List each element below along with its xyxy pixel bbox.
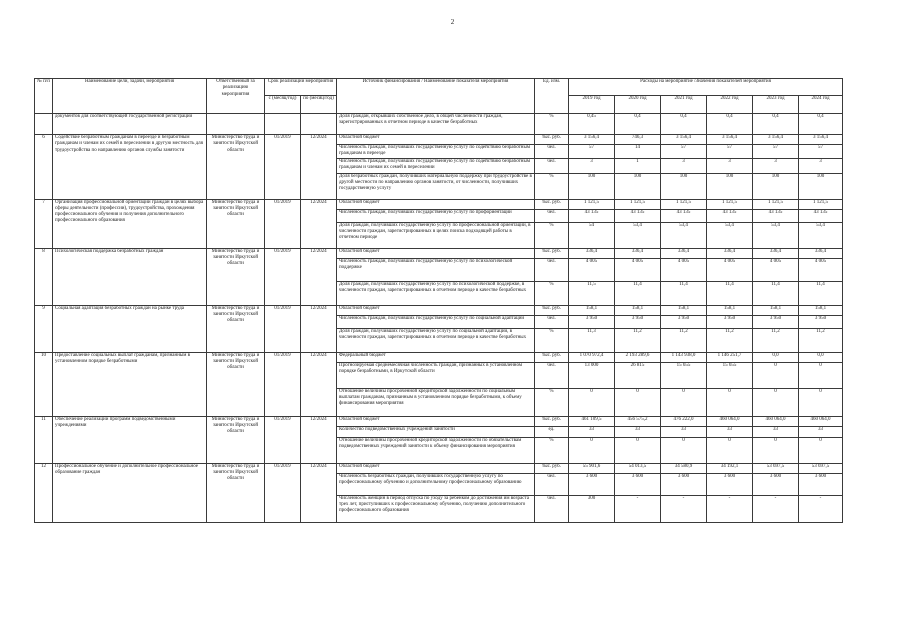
indicator-unit: тыс. руб. (535, 199, 569, 209)
year-value: 336,4 (569, 248, 615, 258)
indicator-text: Доля безработных граждан, получивших материальную поддержку при трудоустройстве в другой местности по направлению органов занятости, от численности, получивших государственную услугу (337, 173, 535, 199)
year-value: 15 655 (661, 362, 707, 388)
year-value: 158,1 (707, 305, 753, 315)
indicator-text: Областной бюджет (337, 199, 535, 209)
year-value: 3 950 (799, 315, 843, 328)
activity-responsible: Министерство труда и занятости Иркутской области (207, 135, 265, 200)
activity-term-to: 12/2024 (301, 352, 337, 416)
year-value: 1 121,5 (707, 199, 753, 209)
year-value: 100 (799, 173, 843, 199)
year-value: 3 950 (615, 315, 661, 328)
activity-term-to: 12/2024 (301, 199, 337, 248)
activity-responsible: Министерство труда и занятости Иркутской области (207, 305, 265, 352)
year-value: 0 (753, 437, 799, 463)
indicator-text: Количество подведомственных учреждений занятости (337, 426, 535, 437)
year-value: 4 005 (569, 258, 615, 281)
year-value: 3 950 (569, 315, 615, 328)
year-value: 3 (799, 158, 843, 173)
year-value: 43 135 (569, 209, 615, 222)
activity-term-from (265, 114, 301, 135)
year-value: 0 (569, 388, 615, 416)
activity-responsible (207, 114, 265, 135)
indicator-text: Доля граждан, получивших государственную услугу по социальной адаптации, в численности граждан, зарегистрированных в отчетном периоде в качестве безработных (337, 328, 535, 352)
year-value: 336,4 (753, 248, 799, 258)
header-source: Источник финансирования / Наименование показателя мероприятия (337, 79, 535, 114)
activity-responsible: Министерство труда и занятости Иркутской области (207, 248, 265, 305)
year-value: 4 005 (615, 258, 661, 281)
year-value: 1 121,5 (753, 199, 799, 209)
indicator-text: Численность граждан, получивших государственную услугу по содействию безработным гражданам в переезде (337, 145, 535, 159)
year-value: 158,1 (753, 305, 799, 315)
year-value: 34 580,9 (661, 463, 707, 473)
year-value: 11,4 (661, 281, 707, 305)
year-value: 158,1 (799, 305, 843, 315)
header-unit: Ед. изм. (535, 79, 569, 114)
header-term: Срок реализации мероприятия (265, 79, 337, 96)
activity-responsible: Министерство труда и занятости Иркутской области (207, 352, 265, 416)
year-value: 100 (753, 173, 799, 199)
year-value: 1 121,5 (569, 199, 615, 209)
indicator-text: Численность граждан, получивших государственную услугу по психологической поддержке (337, 258, 535, 281)
year-value: 53,4 (799, 222, 843, 248)
activity-name: Предоставление социальных выплат гражданам, признанным в установленном порядке безработными (53, 352, 207, 416)
year-value: 461 109,5 (569, 416, 615, 426)
indicator-unit: чел. (535, 473, 569, 495)
indicator-text: Областной бюджет (337, 248, 535, 258)
activity-term-to: 12/2024 (301, 416, 337, 463)
year-value: 460 064,0 (707, 416, 753, 426)
year-value: 3 156,4 (707, 135, 753, 145)
header-term-from: с (месяц/год) (265, 96, 301, 114)
year-value: 1 121,5 (615, 199, 661, 209)
year-value: 53 697,5 (799, 463, 843, 473)
indicator-text: Федеральный бюджет (337, 352, 535, 362)
indicator-unit: тыс. руб. (535, 305, 569, 315)
year-value: 1 121,5 (799, 199, 843, 209)
year-value: 0 (799, 437, 843, 463)
year-value: 3 950 (661, 315, 707, 328)
year-value: 43 135 (753, 209, 799, 222)
year-value: 11,2 (707, 328, 753, 352)
indicator-unit: % (535, 114, 569, 135)
year-value: 100 (569, 173, 615, 199)
year-value: 11,4 (799, 281, 843, 305)
year-value: 3 (707, 158, 753, 173)
year-value: 0,45 (569, 114, 615, 135)
indicator-text: Отношение величины просроченной кредиторской задолженности по обязательствам подведомственных учреждений занятости к объему финансирования мероприятия (337, 437, 535, 463)
year-value: 4 005 (753, 258, 799, 281)
year-value: 43 135 (661, 209, 707, 222)
activity-term-from: 01/2019 (265, 305, 301, 352)
year-value: 158,1 (569, 305, 615, 315)
indicator-text: Доля граждан, открывших собственное дело, в общей численности граждан, зарегистрированных в отчетном периоде в качестве безработных (337, 114, 535, 135)
indicator-text: Доля граждан, получивших государственную услугу по профессиональной ориентации, в численности граждан, зарегистрированных в целях поиска подходящей работы в отчетном периоде (337, 222, 535, 248)
year-value: 460 064,0 (799, 416, 843, 426)
table-body (35, 114, 843, 523)
activity-name: Обеспечение реализации программ подведомственными учреждениями (53, 416, 207, 463)
year-value: 4 005 (799, 258, 843, 281)
indicator-unit: % (535, 328, 569, 352)
year-value: 3 600 (799, 473, 843, 495)
table-row (35, 199, 843, 209)
activity-number: 6 (35, 135, 53, 200)
header-year: 2020 год (615, 96, 661, 114)
year-value: 1 (615, 158, 661, 173)
year-value: 33 (707, 426, 753, 437)
activity-responsible: Министерство труда и занятости Иркутской области (207, 463, 265, 522)
indicator-unit: тыс. руб. (535, 463, 569, 473)
header-year: 2021 год (661, 96, 707, 114)
year-value: 0 (799, 388, 843, 416)
table-row (35, 248, 843, 258)
year-value: 54 (569, 222, 615, 248)
activity-term-from: 01/2019 (265, 463, 301, 522)
year-value: 300 (569, 495, 615, 522)
year-value: 3 950 (753, 315, 799, 328)
page-number: 2 (450, 18, 455, 26)
year-value: 14 (615, 145, 661, 159)
year-value: 43 135 (615, 209, 661, 222)
activity-name: документов для соответствующей государственной регистрации (53, 114, 207, 135)
activity-term-from: 01/2019 (265, 135, 301, 200)
year-value: 3 600 (707, 473, 753, 495)
year-value: 0,0 (799, 352, 843, 362)
year-value: 1 121,5 (661, 199, 707, 209)
year-value: 3 156,4 (799, 135, 843, 145)
year-value: 33 (753, 426, 799, 437)
year-value: 0 (615, 388, 661, 416)
header-num: № п/п (35, 79, 53, 114)
activity-term-from: 01/2019 (265, 416, 301, 463)
activity-number: 12 (35, 463, 53, 522)
table-row (35, 305, 843, 315)
year-value: 55 901,6 (569, 463, 615, 473)
year-value: 0 (661, 388, 707, 416)
activity-term-to: 12/2024 (301, 463, 337, 522)
year-value: 1 070 972,4 (569, 352, 615, 362)
year-value: 3 156,4 (753, 135, 799, 145)
year-value: 57 (707, 145, 753, 159)
activity-term-from: 01/2019 (265, 248, 301, 305)
year-value: 100 (661, 173, 707, 199)
activity-number: 10 (35, 352, 53, 416)
year-value: 336,4 (799, 248, 843, 258)
year-value: 158,1 (661, 305, 707, 315)
indicator-unit: тыс. руб. (535, 135, 569, 145)
year-value: 1 143 938,0 (661, 352, 707, 362)
year-value: 1 146 251,7 (707, 352, 753, 362)
year-value: 158,1 (615, 305, 661, 315)
indicator-text: Областной бюджет (337, 305, 535, 315)
activity-term-to: 12/2024 (301, 135, 337, 200)
year-value: 0 (753, 388, 799, 416)
year-value: 33 (569, 426, 615, 437)
activity-term-from: 01/2019 (265, 199, 301, 248)
year-value: 0,0 (753, 352, 799, 362)
year-value: - (661, 495, 707, 522)
indicator-text: Отношение величины просроченной кредиторской задолженности по социальным выплатам гражданам, признанным в установленном порядке безработными, к объему финансирования мероприятия (337, 388, 535, 416)
indicator-unit: % (535, 437, 569, 463)
activity-name: Содействие безработным гражданам в переезде и безработным гражданам и членам их семей в переселении в другую местность для трудоустройства по направлению органов службы занятости (53, 135, 207, 200)
indicator-unit: % (535, 222, 569, 248)
year-value: 11,2 (753, 328, 799, 352)
indicator-text: Численность граждан, получивших государственную услугу по социальной адаптации (337, 315, 535, 328)
indicator-text: Доля граждан, получивших государственную услугу по психологической поддержке, в численности граждан, зарегистрированных в отчетном периоде в качестве безработных (337, 281, 535, 305)
year-value: 57 (569, 145, 615, 159)
header-term-to: по (месяц/год) (301, 96, 337, 114)
indicator-unit: чел. (535, 209, 569, 222)
year-value: 11,5 (569, 281, 615, 305)
activity-name: Организация профессиональной ориентации граждан в целях выбора сферы деятельности (профессии), трудоустройства, прохождения профессионального обучения и получения дополнительного профессионального образования (53, 199, 207, 248)
indicator-text: Областной бюджет (337, 416, 535, 426)
year-value: 3 (753, 158, 799, 173)
indicator-text: Областной бюджет (337, 463, 535, 473)
year-value: - (799, 495, 843, 522)
year-value: 0 (799, 362, 843, 388)
year-value: - (615, 495, 661, 522)
year-value: 0 (661, 437, 707, 463)
year-value: 3 600 (753, 473, 799, 495)
indicator-unit: чел. (535, 258, 569, 281)
header-expenses: Расходы на мероприятие /Значения показателей мероприятия (569, 79, 843, 96)
year-value: 4 005 (707, 258, 753, 281)
year-value: 11,3 (569, 328, 615, 352)
year-value: 3 600 (569, 473, 615, 495)
year-value: 0 (569, 437, 615, 463)
year-value: 15 655 (707, 362, 753, 388)
year-value: 57 (753, 145, 799, 159)
year-value: 0 (707, 437, 753, 463)
year-value: 34 192,1 (707, 463, 753, 473)
year-value: 336,4 (707, 248, 753, 258)
year-value: 11,2 (799, 328, 843, 352)
indicator-unit: % (535, 388, 569, 416)
year-value: 3 600 (661, 473, 707, 495)
year-value: 53,4 (615, 222, 661, 248)
year-value: 43 135 (707, 209, 753, 222)
year-value: 33 (615, 426, 661, 437)
year-value: 0,4 (615, 114, 661, 135)
year-value: 0 (615, 437, 661, 463)
year-value: 3 600 (615, 473, 661, 495)
activity-term-to: 12/2024 (301, 248, 337, 305)
year-value: 53,4 (707, 222, 753, 248)
year-value: 100 (615, 173, 661, 199)
indicator-text: Прогнозируемая среднемесячная численность граждан, признанных в установленном порядке безработными, в Иркутской области (337, 362, 535, 388)
year-value: - (707, 495, 753, 522)
header-year: 2023 год (753, 96, 799, 114)
activity-term-from: 01/2019 (265, 352, 301, 416)
activity-number: 11 (35, 416, 53, 463)
year-value: 26 815 (615, 362, 661, 388)
indicator-unit: тыс. руб. (535, 416, 569, 426)
activity-name: Психологическая поддержка безработных граждан (53, 248, 207, 305)
year-value: 53,4 (661, 222, 707, 248)
year-value: 57 (661, 145, 707, 159)
year-value: 0,4 (753, 114, 799, 135)
year-value: 3 (661, 158, 707, 173)
year-value: 3 (569, 158, 615, 173)
activity-number: 8 (35, 248, 53, 305)
activity-number: 9 (35, 305, 53, 352)
year-value: 456 575,2 (615, 416, 661, 426)
indicator-unit: % (535, 173, 569, 199)
indicator-text: Численность женщин в период отпуска по уходу за ребенком до достижения им возраста трех лет, приступивших к профессиональному обучению, получению дополнительного профессионального образования (337, 495, 535, 522)
year-value: 53,4 (753, 222, 799, 248)
year-value: 57 (799, 145, 843, 159)
year-value: 43 135 (799, 209, 843, 222)
year-value: 53 697,5 (753, 463, 799, 473)
table-row (35, 463, 843, 473)
year-value: 11,4 (707, 281, 753, 305)
header-responsible: Ответственный за реализацию мероприятия (207, 79, 265, 114)
activity-name: Профессиональное обучение и дополнительное профессиональное образование граждан (53, 463, 207, 522)
year-value: 0 (753, 362, 799, 388)
year-value: 3 156,4 (661, 135, 707, 145)
indicator-unit: чел. (535, 362, 569, 388)
year-value: 2 193 289,6 (615, 352, 661, 362)
year-value: 476 222,0 (661, 416, 707, 426)
year-value: 0 (707, 388, 753, 416)
activity-responsible: Министерство труда и занятости Иркутской области (207, 199, 265, 248)
activity-term-to (301, 114, 337, 135)
year-value: 11,2 (661, 328, 707, 352)
activities-table (34, 78, 843, 523)
indicator-unit: ед. (535, 426, 569, 437)
year-value: 13 000 (569, 362, 615, 388)
indicator-unit: чел. (535, 145, 569, 159)
year-value: 3 156,4 (569, 135, 615, 145)
indicator-unit: чел. (535, 158, 569, 173)
activity-number (35, 114, 53, 135)
indicator-text: Областной бюджет (337, 135, 535, 145)
year-value: 11,4 (615, 281, 661, 305)
header-name: Наименование цели, задачи, мероприятия (53, 79, 207, 114)
year-value: - (753, 495, 799, 522)
header-year: 2024 год (799, 96, 843, 114)
year-value: 336,4 (615, 248, 661, 258)
activity-term-to: 12/2024 (301, 305, 337, 352)
indicator-unit: тыс. руб. (535, 352, 569, 362)
header-year: 2019 год (569, 96, 615, 114)
table-header-row (35, 79, 843, 96)
activity-name: Социальная адаптация безработных граждан на рынке труда (53, 305, 207, 352)
year-value: 0,4 (707, 114, 753, 135)
year-value: 4 005 (661, 258, 707, 281)
year-value: 0,4 (661, 114, 707, 135)
indicator-unit: тыс. руб. (535, 248, 569, 258)
table-row (35, 416, 843, 426)
indicator-text: Численность граждан, получивших государственную услугу по профориентации (337, 209, 535, 222)
year-value: 33 (799, 426, 843, 437)
table-row (35, 135, 843, 145)
indicator-text: Численность безработных граждан, получивших государственную услугу по профессиональному обучению и дополнительному профессиональному образованию (337, 473, 535, 495)
year-value: 460 064,0 (753, 416, 799, 426)
year-value: 11,2 (615, 328, 661, 352)
activity-number: 7 (35, 199, 53, 248)
indicator-unit: % (535, 281, 569, 305)
year-value: 100 (707, 173, 753, 199)
indicator-unit: чел. (535, 315, 569, 328)
year-value: 54 013,5 (615, 463, 661, 473)
table-row (35, 352, 843, 362)
activity-responsible: Министерство труда и занятости Иркутской области (207, 416, 265, 463)
table-row (35, 114, 843, 135)
indicator-unit: чел. (535, 495, 569, 522)
header-year: 2022 год (707, 96, 753, 114)
year-value: 0,4 (799, 114, 843, 135)
year-value: 3 950 (707, 315, 753, 328)
year-value: 11,4 (753, 281, 799, 305)
year-value: 336,4 (661, 248, 707, 258)
year-value: 33 (661, 426, 707, 437)
indicator-text: Численность граждан, получивших государственную услугу по содействию безработным гражданам и членам их семей в переселении (337, 158, 535, 173)
year-value: 746,3 (615, 135, 661, 145)
